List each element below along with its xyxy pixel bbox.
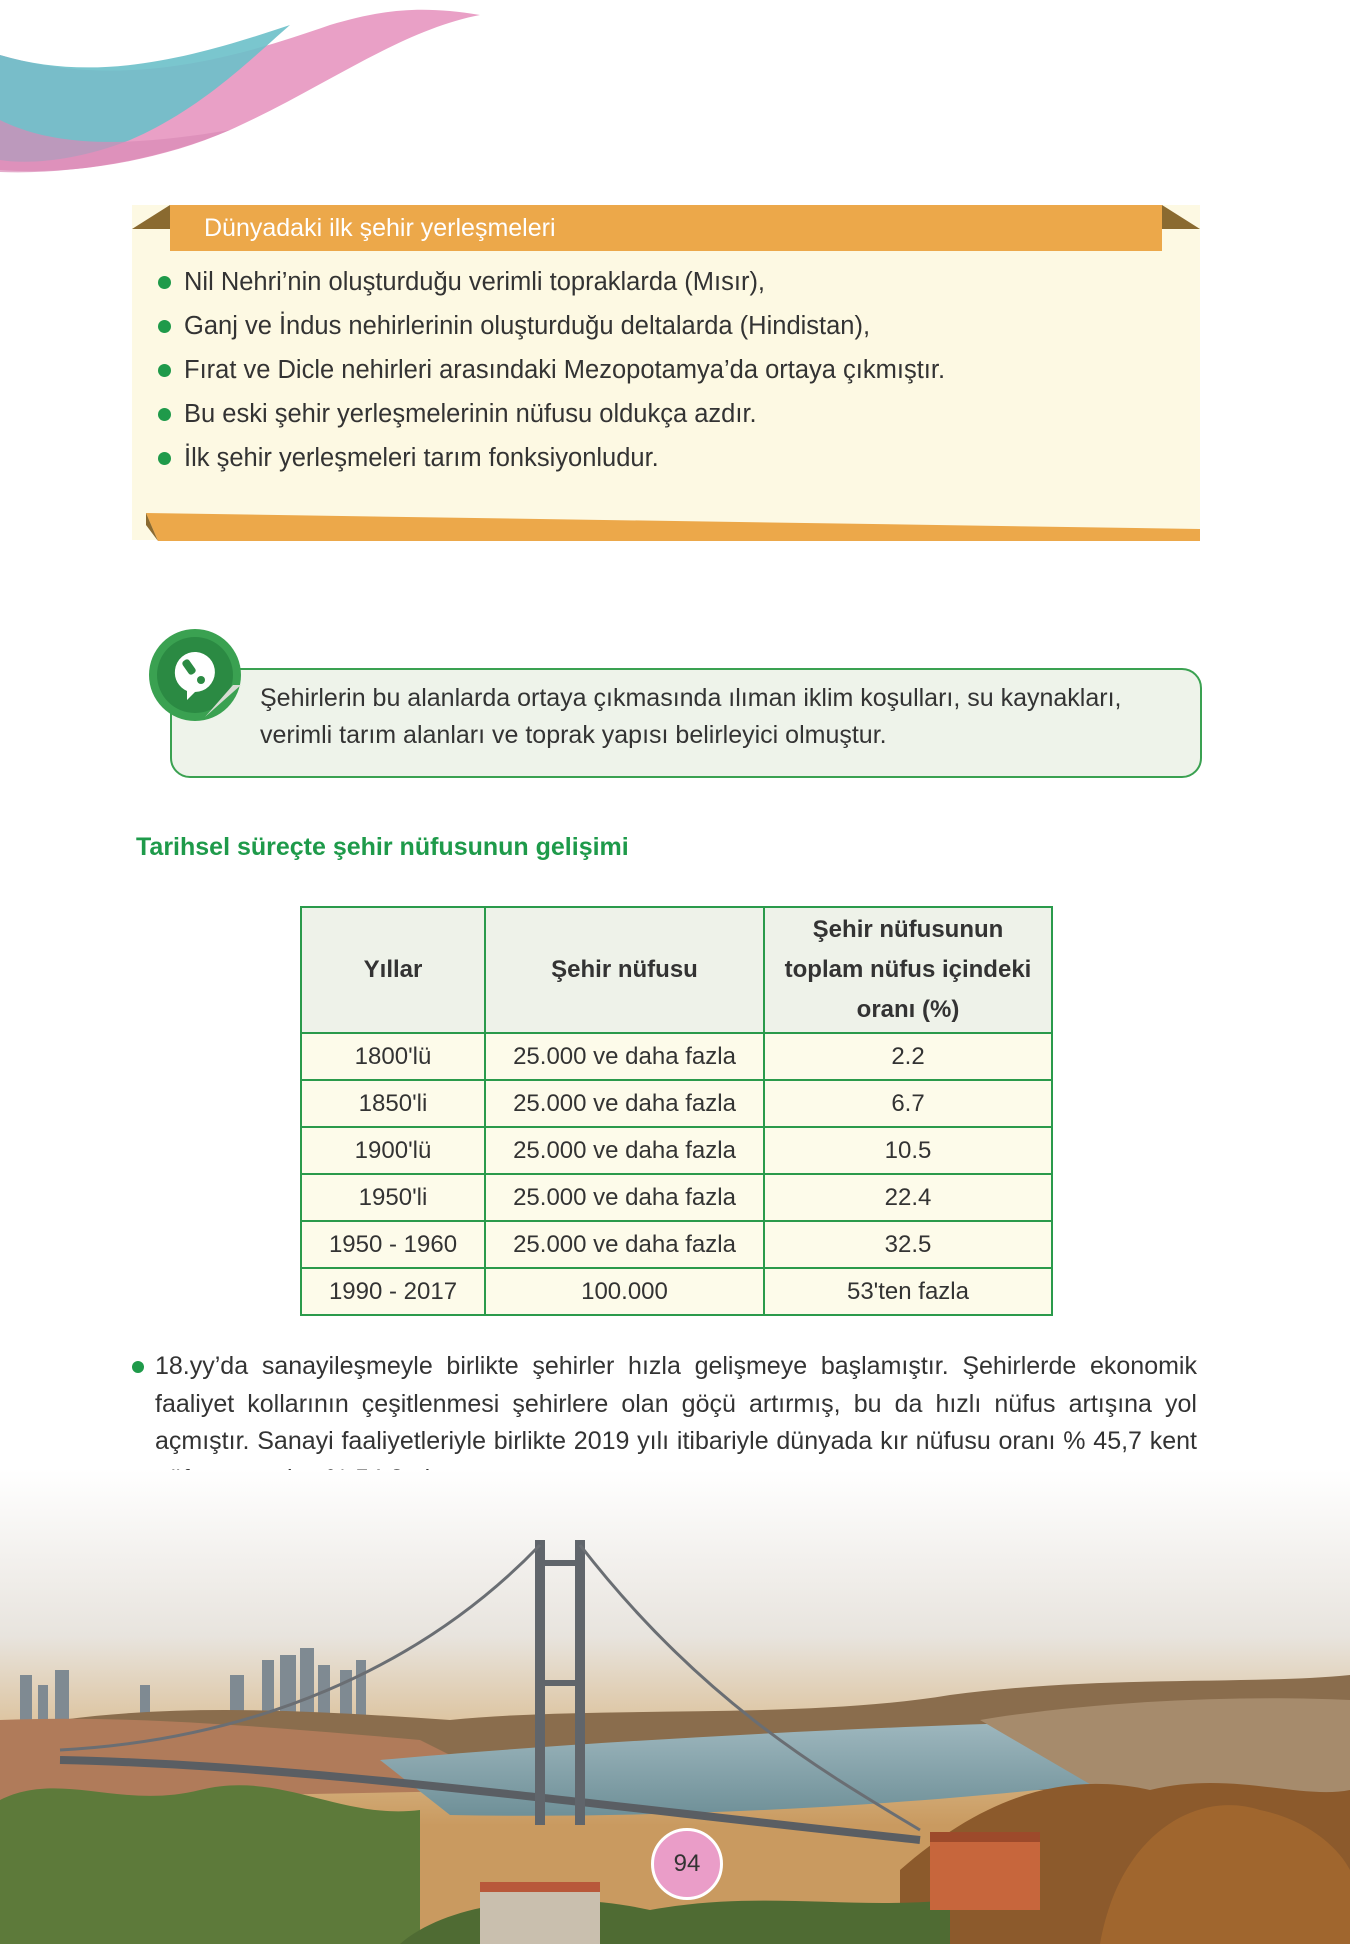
table-cell: 1800'lü (301, 1033, 485, 1080)
list-item: İlk şehir yerleşmeleri tarım fonksiyonludur. (154, 436, 945, 480)
column-header: Yıllar (301, 907, 485, 1033)
note-box (170, 668, 1202, 778)
exclamation-speech-icon (145, 625, 245, 725)
table-row (301, 1268, 1052, 1315)
page-number: 94 (651, 1828, 723, 1900)
info-bullet-list (154, 260, 945, 480)
bullet-dot-icon (158, 364, 171, 377)
table-row (301, 1174, 1052, 1221)
bullet-dot-icon (158, 320, 171, 333)
table-cell: 32.5 (764, 1221, 1052, 1268)
list-item: Ganj ve İndus nehirlerinin oluşturduğu deltalarda (Hindistan), (154, 304, 945, 348)
table-cell: 25.000 ve daha fazla (485, 1127, 764, 1174)
column-header: Şehir nüfusu (485, 907, 764, 1033)
list-item: Nil Nehri’nin oluşturduğu verimli topraklarda (Mısır), (154, 260, 945, 304)
table-row (301, 1033, 1052, 1080)
note-text: Şehirlerin bu alanlarda ortaya çıkmasında ılıman iklim koşulları, su kaynakları, verimli tarım alanları ve toprak yapısı belirleyici olmuştur. (260, 684, 1122, 749)
table-cell: 100.000 (485, 1268, 764, 1315)
table-cell: 1990 - 2017 (301, 1268, 485, 1315)
table-cell: 25.000 ve daha fazla (485, 1033, 764, 1080)
info-box-title: Dünyadaki ilk şehir yerleşmeleri (204, 214, 556, 242)
table-cell: 2.2 (764, 1033, 1052, 1080)
table-row (301, 1080, 1052, 1127)
info-box (132, 205, 1200, 540)
list-item: Fırat ve Dicle nehirleri arasındaki Mezopotamya’da ortaya çıkmıştır. (154, 348, 945, 392)
table-row (301, 1221, 1052, 1268)
population-table (300, 906, 1053, 1316)
table-cell: 1950'li (301, 1174, 485, 1221)
body-paragraph: 18.yy’da sanayileşmeyle birlikte şehirler hızla gelişmeye başlamıştır. Şehirlerde ekonomik faaliyet kollarının çeşitlenmesi şehirlere olan göçü artırmış, bu da hızlı nüfus artışına yol açmıştır. Sanayi faaliyetleriyle birlikte 2019 yılı itibariyle dünyada kır nüfusu oranı % 45,7 kent (155, 1352, 1197, 1455)
decorative-swoosh (0, 0, 500, 200)
bullet-dot-icon (158, 452, 171, 465)
table-cell: 6.7 (764, 1080, 1052, 1127)
table-cell: 25.000 ve daha fazla (485, 1080, 764, 1127)
info-box-header (132, 205, 1200, 251)
column-header: Şehir nüfusunun toplam nüfus içindeki oranı (%) (764, 907, 1052, 1033)
table-cell: 22.4 (764, 1174, 1052, 1221)
list-item: Bu eski şehir yerleşmelerinin nüfusu oldukça azdır. (154, 392, 945, 436)
table-cell: 1950 - 1960 (301, 1221, 485, 1268)
table-header-row (301, 907, 1052, 1033)
table-cell: 1900'lü (301, 1127, 485, 1174)
table-cell: 25.000 ve daha fazla (485, 1174, 764, 1221)
table-cell: 25.000 ve daha fazla (485, 1221, 764, 1268)
table-cell: 10.5 (764, 1127, 1052, 1174)
bullet-dot-icon (132, 1361, 144, 1373)
table-cell: 53'ten fazla (764, 1268, 1052, 1315)
bullet-dot-icon (158, 276, 171, 289)
bullet-dot-icon (158, 408, 171, 421)
table-cell: 1850'li (301, 1080, 485, 1127)
table-row (301, 1127, 1052, 1174)
section-title: Tarihsel süreçte şehir nüfusunun gelişimi (136, 833, 629, 861)
info-box-bottom-band (132, 505, 1200, 541)
